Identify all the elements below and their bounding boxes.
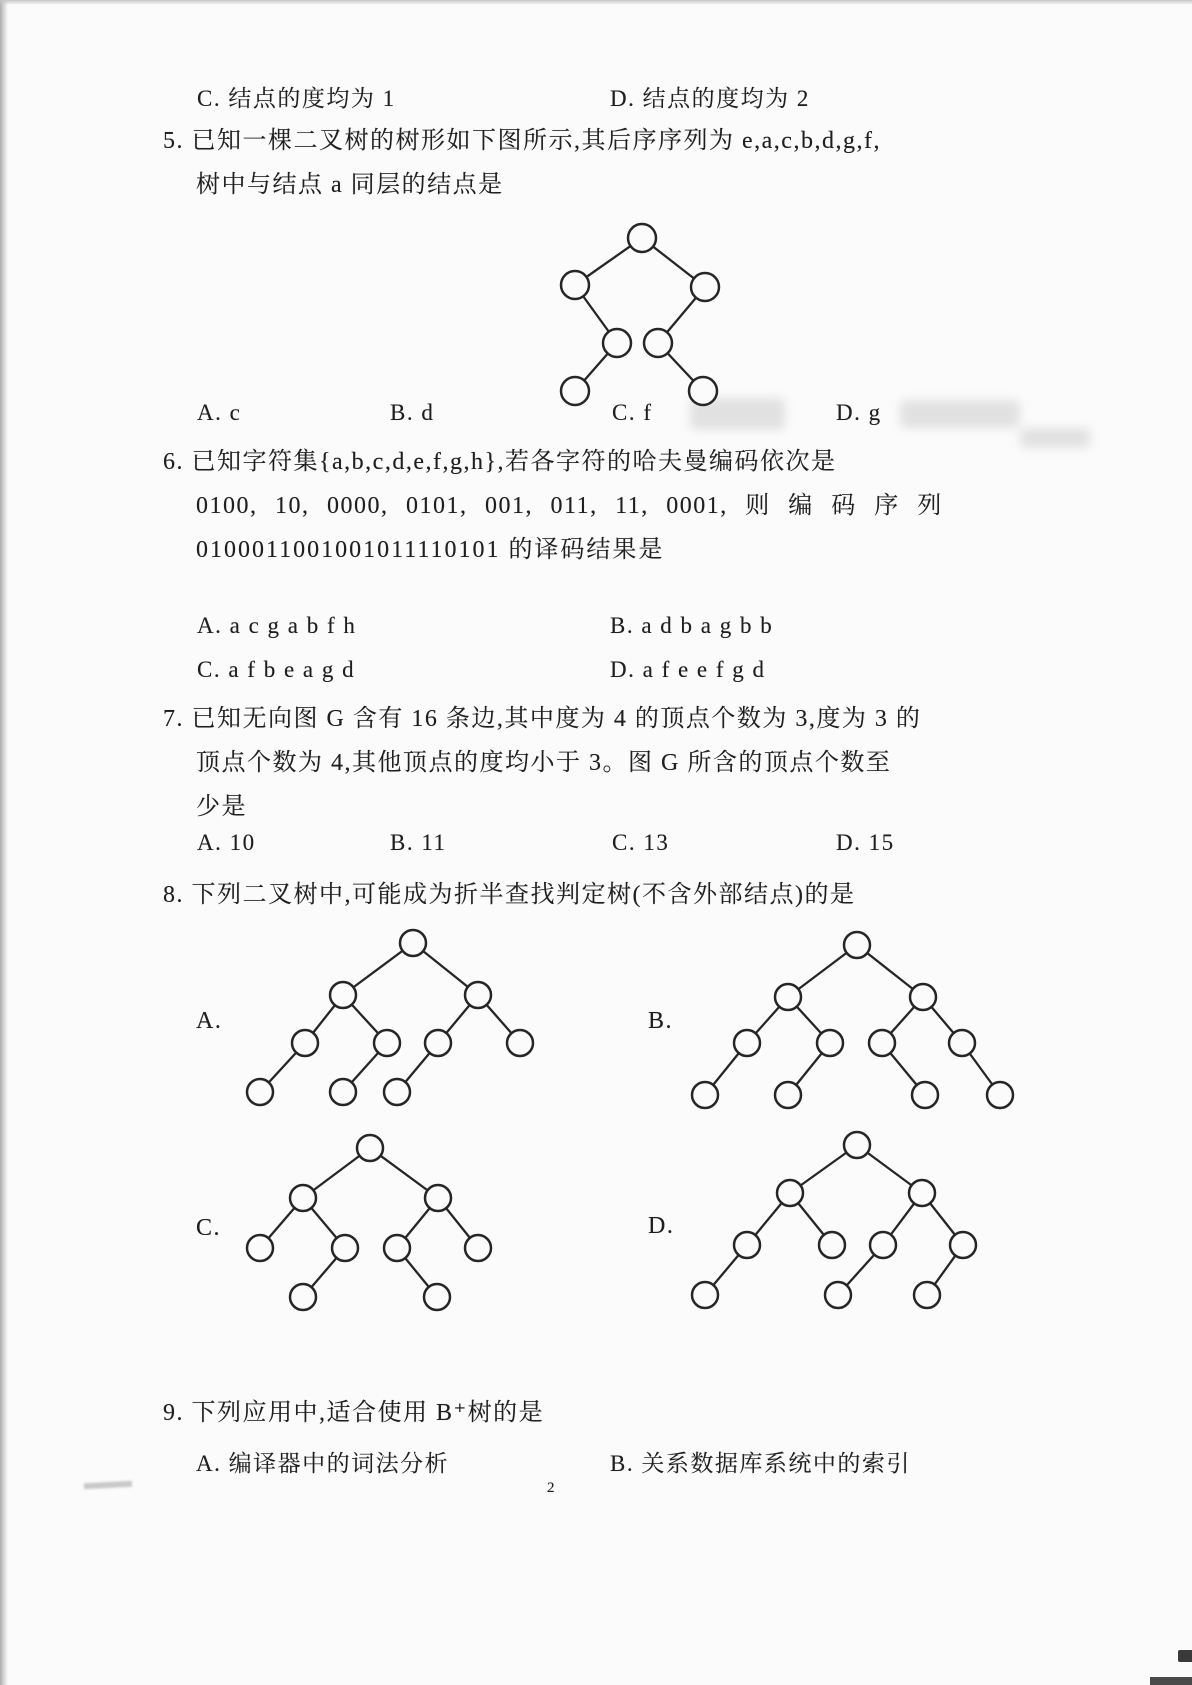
q7-option-a: A. 10 [197,830,256,855]
q8-tree-b-diagram [692,930,1017,1112]
q9-option-a: A. 编译器中的词法分析 [196,1451,450,1476]
q4-option-d: D. 结点的度均为 2 [610,86,810,111]
scan-artifact-smudge [1020,428,1090,448]
q6-text-line1: 6. 已知字符集{a,b,c,d,e,f,g,h},若各字符的哈夫曼编码依次是 [163,449,837,475]
q5-text-line2: 树中与结点 a 同层的结点是 [196,172,504,198]
scan-artifact-dash [84,1481,132,1490]
scan-artifact-corner [1150,1677,1192,1685]
q6-option-b: B. a d b a g b b [610,613,774,638]
q6-option-d: D. a f e e f g d [610,657,766,682]
q7-option-d: D. 15 [836,830,895,855]
q8-text-line1: 8. 下列二叉树中,可能成为折半查找判定树(不含外部结点)的是 [163,882,856,908]
q7-option-b: B. 11 [390,830,447,855]
q7-text-line1: 7. 已知无向图 G 含有 16 条边,其中度为 4 的顶点个数为 3,度为 3 的 [163,706,922,732]
q7-text-line2: 顶点个数为 4,其他顶点的度均小于 3。图 G 所含的顶点个数至 [196,750,892,776]
q7-text-line3: 少是 [196,794,247,820]
q5-text-line1: 5. 已知一棵二叉树的树形如下图所示,其后序序列为 e,a,c,b,d,g,f, [163,128,881,154]
q5-option-d: D. g [836,400,882,425]
q8-label-c: C. [196,1215,222,1241]
scan-artifact-smudge [900,400,1020,428]
q6-text-line3: 0100011001001011110101 的译码结果是 [196,537,665,563]
q5-option-c: C. f [612,400,653,425]
scan-artifact-top-edge [0,0,1192,5]
q5-tree-diagram [520,215,730,415]
q7-option-c: C. 13 [612,830,670,855]
q6-option-a: A. a c g a b f h [197,613,357,638]
q5-option-b: B. d [390,400,435,425]
q6-text-line2: 0100, 10, 0000, 0101, 001, 011, 11, 0001, 则 编 码 序 列 [196,493,943,519]
q9-option-b: B. 关系数据库系统中的索引 [610,1451,911,1476]
q8-label-a: A. [196,1008,223,1034]
q8-tree-d-diagram [692,1132,982,1312]
scan-artifact-left-edge [0,0,8,1685]
page-number: 2 [547,1480,555,1496]
q8-label-b: B. [648,1008,674,1034]
q6-option-c: C. a f b e a g d [197,657,356,682]
q5-option-a: A. c [197,400,242,425]
q8-label-d: D. [648,1213,675,1239]
q8-tree-a-diagram [245,928,545,1113]
scan-artifact-tick [1178,1650,1192,1662]
q8-tree-c-diagram [247,1135,497,1315]
q4-option-c: C. 结点的度均为 1 [197,86,396,111]
q9-text-line1: 9. 下列应用中,适合使用 B⁺树的是 [163,1400,545,1426]
